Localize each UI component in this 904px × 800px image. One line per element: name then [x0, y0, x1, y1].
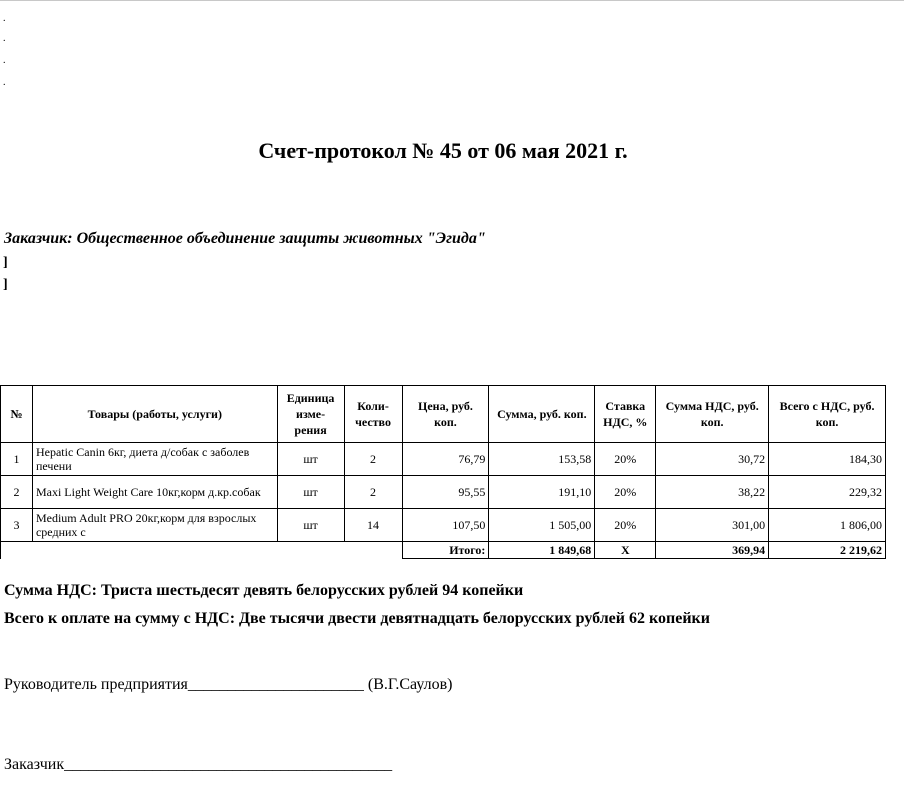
totals-row	[1, 542, 886, 559]
header-price: Цена, руб. коп.	[402, 386, 489, 443]
margin-dot: .	[3, 77, 6, 88]
table-row	[1, 443, 886, 476]
customer-line: Заказчик: Общественное объединение защиты животных "Эгида"	[4, 230, 486, 247]
header-vat-sum: Сумма НДС, руб. коп.	[656, 386, 769, 443]
cell-sum: 191,10	[489, 476, 595, 509]
totals-spacer	[1, 542, 403, 559]
cell-number: 1	[1, 443, 33, 476]
margin-dot: .	[3, 13, 6, 24]
cell-vat-rate: 20%	[595, 476, 656, 509]
cell-price: 76,79	[402, 443, 489, 476]
header-vat-rate: Ставка НДС, %	[595, 386, 656, 443]
cell-unit: шт	[277, 443, 344, 476]
cell-unit: шт	[277, 509, 344, 542]
totals-label: Итого:	[402, 542, 489, 559]
top-border-line	[0, 0, 904, 1]
margin-mark: ]	[3, 255, 8, 270]
vat-in-words: Сумма НДС: Триста шестьдесят девять белорусских рублей 94 копейки	[4, 582, 524, 599]
cell-total: 184,30	[769, 443, 886, 476]
cell-price: 95,55	[402, 476, 489, 509]
totals-vat-sum: 369,94	[656, 542, 769, 559]
margin-dot: .	[3, 55, 6, 66]
header-goods: Товары (работы, услуги)	[32, 386, 277, 443]
margin-dot: .	[3, 33, 6, 44]
cell-quantity: 2	[344, 476, 402, 509]
table-row	[1, 476, 886, 509]
cell-unit: шт	[277, 476, 344, 509]
header-quantity: Коли-чество	[344, 386, 402, 443]
header-sum: Сумма, руб. коп.	[489, 386, 595, 443]
cell-quantity: 14	[344, 509, 402, 542]
header-total: Всего с НДС, руб. коп.	[769, 386, 886, 443]
cell-price: 107,50	[402, 509, 489, 542]
margin-mark: ]	[3, 277, 8, 292]
invoice-table	[0, 385, 886, 559]
cell-goods: Medium Adult PRO 20кг,корм для взрослых средних с	[32, 509, 277, 542]
cell-number: 3	[1, 509, 33, 542]
header-number: №	[1, 386, 33, 443]
cell-vat-sum: 38,22	[656, 476, 769, 509]
cell-sum: 1 505,00	[489, 509, 595, 542]
table-row	[1, 509, 886, 542]
cell-goods: Maxi Light Weight Care 10кг,корм д.кр.собак	[32, 476, 277, 509]
cell-number: 2	[1, 476, 33, 509]
cell-quantity: 2	[344, 443, 402, 476]
cell-vat-rate: 20%	[595, 443, 656, 476]
total-in-words: Всего к оплате на сумму с НДС: Две тысячи двести девятнадцать белорусских рублей 62 копейки	[4, 610, 710, 627]
cell-goods: Hepatic Canin 6кг, диета д/собак с заболев печени	[32, 443, 277, 476]
cell-vat-sum: 30,72	[656, 443, 769, 476]
totals-vat-rate: X	[595, 542, 656, 559]
totals-sum: 1 849,68	[489, 542, 595, 559]
cell-total: 229,32	[769, 476, 886, 509]
header-unit: Единица изме-рения	[277, 386, 344, 443]
cell-total: 1 806,00	[769, 509, 886, 542]
signature-customer: Заказчик_________________________________________	[4, 756, 393, 773]
cell-sum: 153,58	[489, 443, 595, 476]
cell-vat-rate: 20%	[595, 509, 656, 542]
document-title: Счет-протокол № 45 от 06 мая 2021 г.	[258, 138, 628, 163]
cell-vat-sum: 301,00	[656, 509, 769, 542]
totals-total: 2 219,62	[769, 542, 886, 559]
signature-head: Руководитель предприятия______________________ (В.Г.Саулов)	[4, 676, 453, 693]
table-header-row	[1, 386, 886, 443]
